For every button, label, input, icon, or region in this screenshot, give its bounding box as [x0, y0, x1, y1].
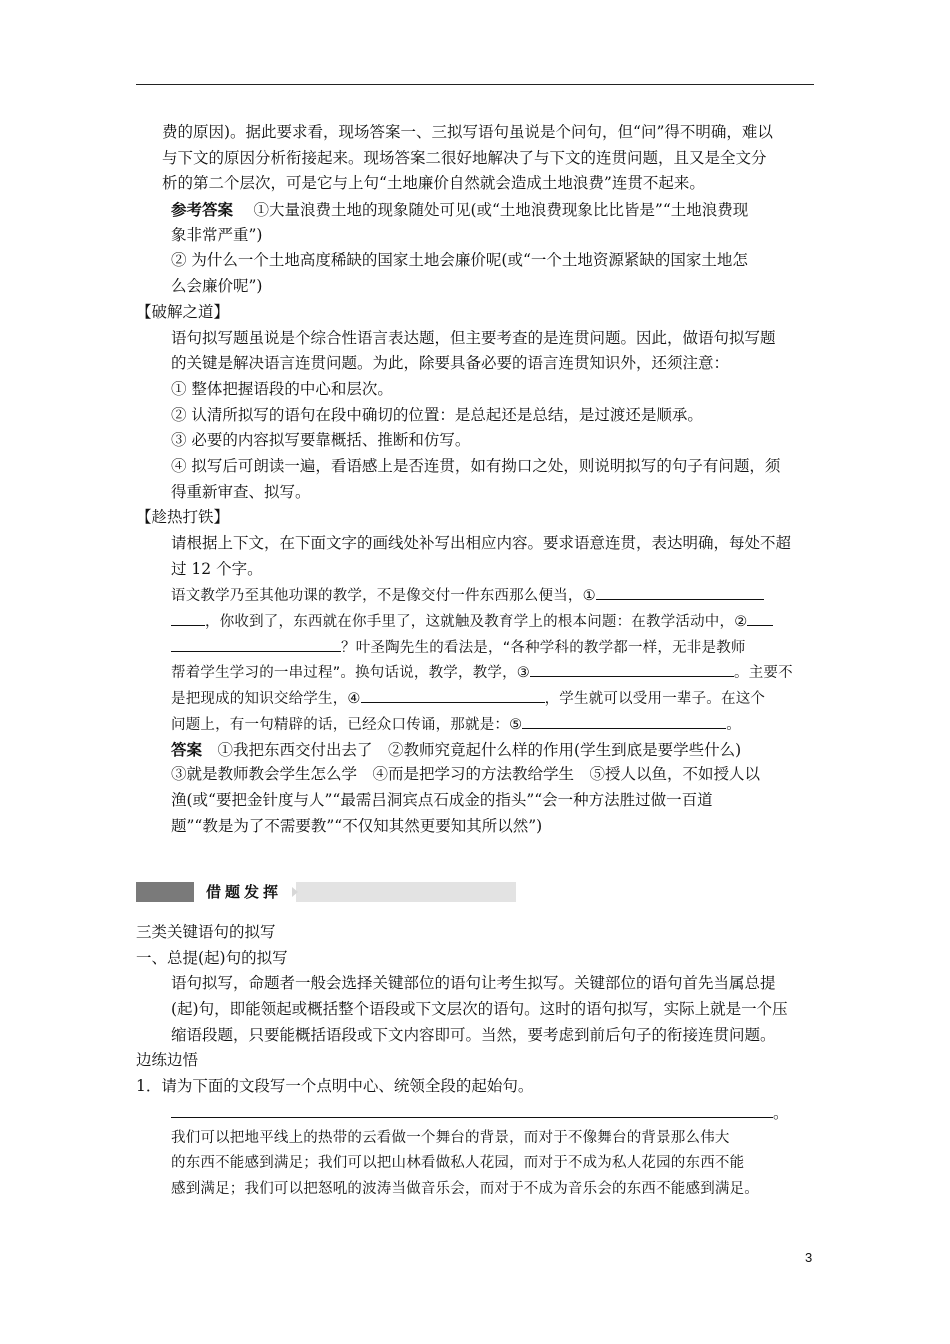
ref-answer-line [136, 197, 816, 223]
quote1-text: 。 [726, 716, 741, 733]
blank-2[interactable] [747, 608, 773, 626]
question-1: 1．请为下面的文段写一个点明中心、统领全段的起始句。 [136, 1077, 534, 1096]
header-rule [136, 84, 814, 85]
answer-line: 渔(或“要把金针度与人”“最需吕洞宾点石成金的指头”“会一种方法胜过做一百道 [171, 790, 713, 809]
bianlian-label: 边练边悟 [136, 1051, 199, 1070]
answer-blank-line [136, 1100, 816, 1126]
section-title: 三类关键语句的拟写 [136, 923, 276, 941]
ref-answer-line: 么会廉价呢”) [171, 277, 263, 296]
sub1-line: 语句拟写，命题者一般会选择关键部位的语句让考生拟写。关键部位的语句首先当属总提 [171, 974, 776, 993]
quote2-line: 我们可以把地平线上的热带的云看做一个舞台的背景，而对于不像舞台的背景那么伟大 [171, 1129, 730, 1146]
pojie-line: 得重新审查、拟写。 [171, 482, 311, 501]
blank-3[interactable] [530, 659, 734, 677]
quote2-line: 的东西不能感到满足；我们可以把山林看做私人花园，而对于不成为私人花园的东西不能 [171, 1155, 745, 1172]
answer-line: ③就是教师教会学生怎么学 ④而是把学习的方法教给学生 ⑤授人以鱼，不如授人以 [171, 765, 761, 784]
answer-label: 答案 [171, 739, 203, 759]
answer-line: 题”“教是为了不需要教”“不仅知其然更要知其所以然”) [171, 816, 543, 835]
quote1-text: 帮着学生学习的一串过程”。换句话说，教学，教学，③ [171, 665, 531, 682]
quote2-line: 感到满足；我们可以把怒吼的波涛当做音乐会，而对于不成为音乐会的东西不能感到满足。 [171, 1180, 759, 1197]
chenre-heading: 【趁热打铁】 [136, 508, 230, 527]
quote1-line [136, 659, 816, 685]
subsection-title: 一、总提(起)句的拟写 [136, 948, 288, 967]
answer-text: ①我把东西交付出去了 ②教师究竟起什么样的作用(学生到底是要学些什么) [217, 740, 742, 759]
quote1-text: ，学生就可以受用一辈子。在这个 [544, 691, 766, 708]
quote1-line [136, 582, 816, 608]
chenre-line: 过 12 个字。 [171, 559, 263, 578]
pojie-line: ④ 拟写后可朗读一遍，看语感上是否连贯，如有拗口之处，则说明拟写的句子有问题，须 [171, 456, 781, 475]
blank-q1[interactable] [171, 1100, 773, 1118]
page-number: 3 [805, 1250, 813, 1265]
para1-line: 费的原因)。据此要求看，现场答案一、三拟写语句虽说是个问句，但“问”得不明确，难以 [162, 123, 773, 141]
page-body-top [136, 120, 816, 839]
pojie-line: ② 认清所拟写的语句在段中确切的位置：是总起还是总结，是过渡还是顺承。 [171, 405, 703, 424]
section-banner [136, 882, 516, 902]
answer-line [136, 737, 816, 763]
pojie-line: 语句拟写题虽说是个综合性语言表达题，但主要考查的是连贯问题。因此，做语句拟写题 [171, 328, 776, 347]
quote1-text: 问题上，有一句精辟的话，已经众口传诵，那就是：⑤ [171, 716, 523, 733]
para1-line: 与下文的原因分析衔接起来。现场答案二很好地解决了与下文的连贯问题，且又是全文分 [162, 148, 767, 167]
quote1-line [136, 711, 816, 737]
ref-answer-text: ①大量浪费土地的现象随处可见(或“土地浪费现象比比皆是”“土地浪费现 [253, 201, 749, 220]
banner-title: 借题发挥 [196, 882, 292, 902]
quote1-line [136, 685, 816, 711]
banner-light-block [296, 882, 516, 902]
blank-5[interactable] [522, 711, 726, 729]
pojie-line: 的关键是解决语言连贯问题。为此，除要具备必要的语言连贯知识外，还须注意： [171, 354, 730, 373]
quote1-text: 语文教学乃至其他功课的教学，不是像交付一件东西那么便当，① [171, 588, 596, 605]
quote1-text: 是把现成的知识交给学生，④ [171, 691, 361, 708]
banner-dark-block [136, 882, 194, 902]
quote1-text: ？叶圣陶先生的看法是，“各种学科的教学都一样，无非是教师 [341, 639, 746, 656]
pojie-line: ① 整体把握语段的中心和层次。 [171, 379, 393, 398]
quote1-text: ，你收到了，东西就在你手里了，这就触及教育学上的根本问题：在教学活动中，② [205, 614, 748, 631]
ref-answer-line: ② 为什么一个土地高度稀缺的国家土地会廉价呢(或“一个土地资源紧缺的国家土地怎 [171, 251, 748, 270]
para1-line: 析的第二个层次，可是它与上句“土地廉价自然就会造成土地浪费”连贯不起来。 [162, 174, 705, 193]
chenre-line: 请根据上下文，在下面文字的画线处补写出相应内容。要求语意连贯，表达明确，每处不超 [171, 534, 792, 552]
sub1-line: 缩语段题，只要能概括语段或下文内容即可。当然，要考虑到前后句子的衔接连贯问题。 [171, 1025, 776, 1044]
ref-answer-label: 参考答案 [171, 200, 234, 220]
blank-4[interactable] [361, 685, 545, 703]
quote1-line [136, 634, 816, 660]
blank-2-cont[interactable] [171, 634, 341, 652]
page-body-bottom [136, 920, 816, 1203]
blank-end: 。 [773, 1103, 789, 1122]
blank-1[interactable] [596, 582, 764, 600]
pojie-heading: 【破解之道】 [136, 302, 230, 321]
quote1-line [136, 608, 816, 634]
blank-1-cont[interactable] [171, 608, 205, 626]
quote1-text: 。主要不 [734, 665, 793, 682]
ref-answer-line: 象非常严重”) [171, 225, 263, 244]
pojie-line: ③ 必要的内容拟写要靠概括、推断和仿写。 [171, 431, 471, 450]
sub1-line: (起)句，即能领起或概括整个语段或下文层次的语句。这时的语句拟写，实际上就是一个压 [171, 1000, 788, 1019]
